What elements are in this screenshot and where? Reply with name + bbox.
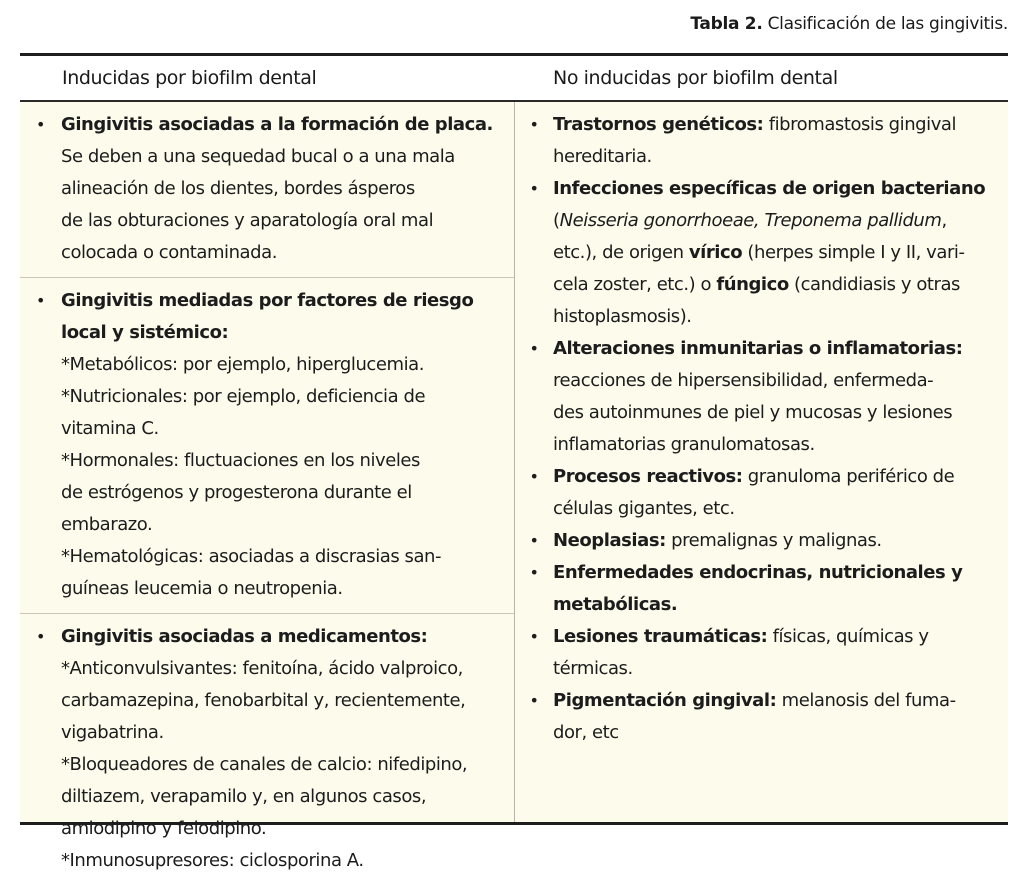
text-run: de las obturaciones y aparatología oral mal (61, 210, 434, 231)
text-run: granuloma periférico de (742, 466, 955, 487)
bold-term: Gingivitis mediadas por factores de riesgo (61, 290, 474, 311)
caption-title: Clasificación de las gingivitis. (762, 14, 1008, 34)
bold-term: Lesiones traumáticas: (553, 626, 768, 647)
text-run: etc.), de origen (553, 242, 689, 263)
text-run: guíneas leucemia o neutropenia. (61, 578, 343, 599)
text-line (61, 237, 510, 269)
text-run: hereditaria. (553, 146, 652, 167)
text-line (61, 653, 510, 685)
text-run: *Nutricionales: por ejemplo, deficiencia de (61, 386, 426, 407)
text-line (553, 653, 1008, 685)
text-line (553, 589, 1008, 621)
text-line (61, 813, 510, 845)
text-line (553, 301, 1008, 333)
bullet-icon: • (529, 627, 539, 646)
text-run: Se deben a una sequedad bucal o a una mala (61, 146, 455, 167)
bold-term: Gingivitis asociadas a la formación de placa. (61, 114, 493, 135)
text-run: diltiazem, verapamilo y, en algunos casos, (61, 786, 427, 807)
text-line (61, 109, 510, 141)
text-line (553, 429, 1008, 461)
bullet-icon: • (529, 179, 539, 198)
bold-term: metabólicas. (553, 594, 678, 615)
text-line (61, 509, 510, 541)
bullet-icon: • (529, 691, 539, 710)
text-run: dor, etc (553, 722, 619, 743)
table-header-row (20, 56, 1008, 100)
table-caption (690, 14, 1008, 34)
text-run: (herpes simple I y II, vari- (742, 242, 965, 263)
text-line (553, 109, 1008, 141)
bold-term: local y sistémico: (61, 322, 229, 343)
text-line (61, 685, 510, 717)
text-line (61, 317, 510, 349)
text-run: , (941, 210, 947, 231)
bold-term: Alteraciones inmunitarias o inflamatorias: (553, 338, 963, 359)
list-item (515, 557, 1008, 621)
list-item-content (553, 557, 1008, 621)
text-line (61, 845, 510, 877)
bullet-icon: • (529, 115, 539, 134)
text-line (553, 205, 1008, 237)
list-item-content (553, 525, 1008, 557)
text-run: *Anticonvulsivantes: fenitoína, ácido valproico, (61, 658, 463, 679)
text-run: ( (553, 210, 560, 231)
text-line (553, 525, 1008, 557)
list-item (20, 621, 510, 877)
text-line (61, 573, 510, 605)
list-item (515, 525, 1008, 557)
table-cell (20, 614, 514, 885)
bold-term: Procesos reactivos: (553, 466, 743, 487)
text-run: físicas, químicas y (767, 626, 929, 647)
text-line (553, 685, 1008, 717)
list-item-content (553, 685, 1008, 749)
column-induced (20, 102, 515, 871)
text-run: reacciones de hipersensibilidad, enfermeda- (553, 370, 934, 391)
list-item (515, 685, 1008, 749)
text-line (61, 541, 510, 573)
bullet-icon: • (36, 627, 45, 646)
text-line (61, 781, 510, 813)
list-item-content (553, 173, 1008, 333)
bold-term: Gingivitis asociadas a medicamentos: (61, 626, 428, 647)
table-cell (20, 278, 514, 614)
text-run: vitamina C. (61, 418, 159, 439)
text-line (61, 717, 510, 749)
text-line (61, 141, 510, 173)
text-line (61, 749, 510, 781)
text-line (553, 621, 1008, 653)
text-run: inflamatorias granulomatosas. (553, 434, 815, 455)
text-run: de estrógenos y progesterona durante el (61, 482, 412, 503)
text-run: vigabatrina. (61, 722, 164, 743)
text-run: histoplasmosis). (553, 306, 692, 327)
text-run: amlodipino y felodipino. (61, 818, 267, 839)
text-line (553, 365, 1008, 397)
bullet-icon: • (529, 563, 539, 582)
text-line (61, 381, 510, 413)
text-run: embarazo. (61, 514, 153, 535)
text-run: carbamazepina, fenobarbital y, recientemente, (61, 690, 466, 711)
list-item-content (61, 109, 510, 269)
text-line (61, 445, 510, 477)
list-item-content (553, 461, 1008, 525)
text-run: fibromastosis gingival (763, 114, 957, 135)
bullet-icon: • (529, 467, 539, 486)
text-line (61, 349, 510, 381)
bold-term: fúngico (716, 274, 789, 295)
text-line (553, 141, 1008, 173)
bold-term: Enfermedades endocrinas, nutricionales y (553, 562, 963, 583)
classification-table (20, 53, 1008, 871)
text-run: colocada o contaminada. (61, 242, 277, 263)
list-item-content (553, 333, 1008, 461)
text-run: térmicas. (553, 658, 633, 679)
text-run: alineación de los dientes, bordes ásperos (61, 178, 415, 199)
text-run: cela zoster, etc.) o (553, 274, 717, 295)
caption-label: Tabla 2. (690, 14, 763, 34)
text-line (553, 461, 1008, 493)
text-run: premalignas y malignas. (665, 530, 882, 551)
text-line (553, 493, 1008, 525)
text-run: des autoinmunes de piel y mucosas y lesiones (553, 402, 953, 423)
text-run: *Bloqueadores de canales de calcio: nifedipino, (61, 754, 468, 775)
text-run: (candidiasis y otras (788, 274, 960, 295)
bold-term: Neoplasias: (553, 530, 666, 551)
text-line (61, 285, 510, 317)
text-line (553, 397, 1008, 429)
bullet-icon: • (529, 531, 539, 550)
text-run: *Hematológicas: asociadas a discrasias san- (61, 546, 442, 567)
list-item-content (553, 621, 1008, 685)
italic-run: Neisseria gonorrhoeae, Treponema pallidum (559, 210, 942, 231)
list-item-content (61, 285, 510, 605)
text-line (61, 477, 510, 509)
bold-term: Pigmentación gingival: (553, 690, 777, 711)
text-line (553, 557, 1008, 589)
text-line (61, 173, 510, 205)
bullet-icon: • (529, 339, 539, 358)
list-item (20, 285, 510, 605)
text-run: células gigantes, etc. (553, 498, 735, 519)
table-cell (20, 102, 514, 278)
text-run: *Hormonales: fluctuaciones en los niveles (61, 450, 420, 471)
text-line (553, 237, 1008, 269)
list-item (20, 109, 510, 269)
text-line (61, 621, 510, 653)
header-non-induced: No inducidas por biofilm dental (553, 67, 838, 89)
text-line (553, 717, 1008, 749)
column-non-induced (515, 102, 1008, 822)
header-induced: Inducidas por biofilm dental (62, 67, 317, 89)
list-item (515, 461, 1008, 525)
list-item (515, 333, 1008, 461)
table-body-row (20, 102, 1008, 871)
text-line (553, 173, 1008, 205)
list-item (515, 621, 1008, 685)
bullet-icon: • (36, 115, 45, 134)
bullet-icon: • (36, 291, 45, 310)
text-run: *Metabólicos: por ejemplo, hiperglucemia. (61, 354, 424, 375)
list-item-content (553, 109, 1008, 173)
list-item (515, 109, 1008, 173)
bold-term: vírico (688, 242, 743, 263)
text-run: melanosis del fuma- (776, 690, 956, 711)
list-item (515, 173, 1008, 333)
text-line (61, 205, 510, 237)
bold-term: Infecciones específicas de origen bacteriano (553, 178, 986, 199)
text-line (553, 269, 1008, 301)
text-run: *Inmunosupresores: ciclosporina A. (61, 850, 364, 871)
list-item-content (61, 621, 510, 877)
text-line (553, 333, 1008, 365)
text-line (61, 413, 510, 445)
bold-term: Trastornos genéticos: (553, 114, 764, 135)
